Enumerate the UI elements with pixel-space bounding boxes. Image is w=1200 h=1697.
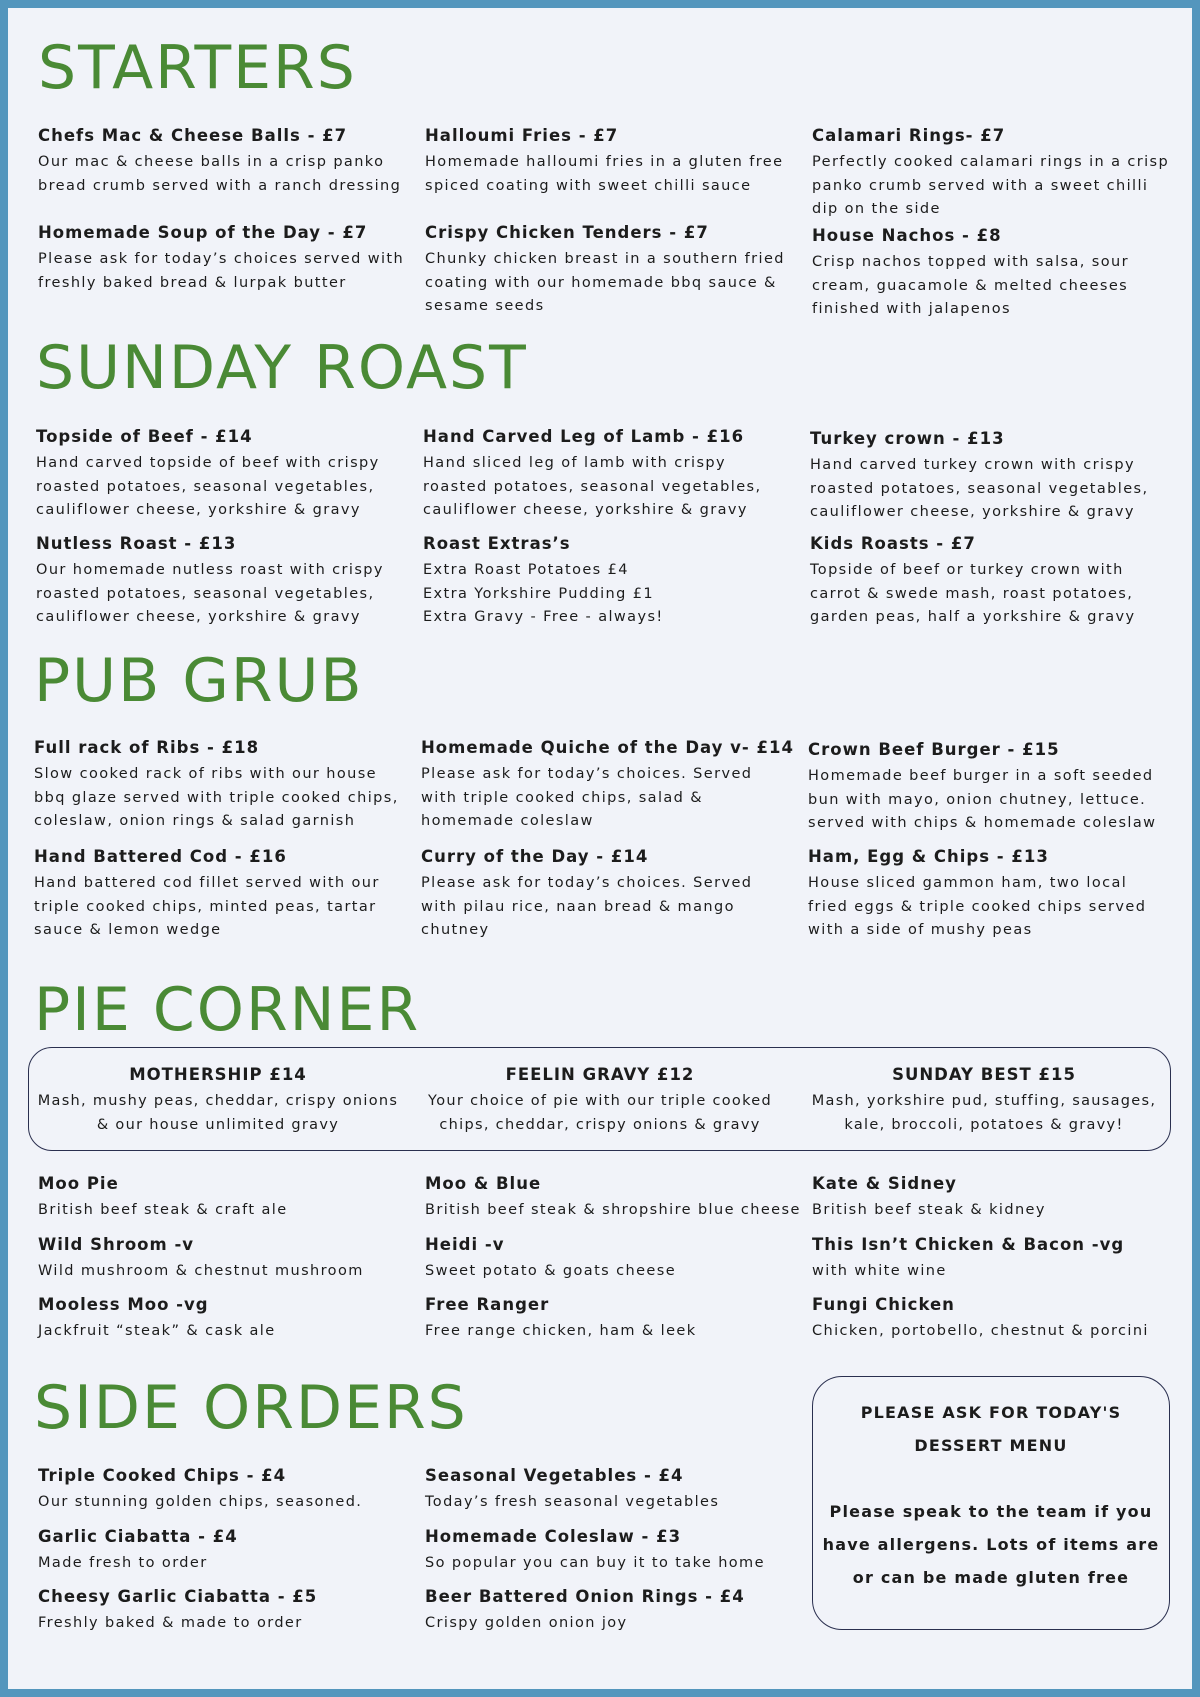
menu-item-description: [812, 151, 1177, 222]
description-line: bun with mayo, onion chutney, lettuce.: [808, 791, 1147, 808]
description-line: Hand sliced leg of lamb with crispy: [423, 455, 726, 471]
description-line: Please ask for today’s choices served with: [38, 251, 405, 267]
description-line: finished with jalapenos: [812, 301, 1011, 317]
pie-item: [38, 1234, 403, 1284]
menu-item-title: Hand Battered Cod - £16: [34, 847, 287, 866]
section-heading-pub-grub: PUB GRUB: [34, 646, 364, 716]
description-line: Crisp nachos topped with salsa, sour: [812, 254, 1129, 270]
menu-item-title: Crispy Chicken Tenders - £7: [425, 223, 709, 242]
menu-item: [810, 533, 1175, 630]
menu-item-description: [808, 872, 1173, 943]
pie-item: [38, 1173, 403, 1223]
side-item: [425, 1526, 790, 1576]
pie-item: [38, 1294, 403, 1344]
menu-item-description: [423, 559, 788, 630]
side-item-description: Freshly baked & made to order: [38, 1615, 303, 1631]
pie-item-description: Free range chicken, ham & leek: [425, 1323, 697, 1339]
side-item-title: Seasonal Vegetables - £4: [425, 1466, 684, 1485]
menu-item: [38, 125, 403, 198]
menu-item-title: Halloumi Fries - £7: [425, 126, 619, 145]
pie-deals-box: [28, 1047, 1171, 1151]
description-line: fried eggs & triple cooked chips served: [808, 898, 1147, 915]
pie-deal: [799, 1064, 1169, 1137]
pie-deal-title: MOTHERSHIP £14: [129, 1065, 307, 1084]
side-item-description: Today’s fresh seasonal vegetables: [425, 1494, 720, 1510]
pie-deal-line: Your choice of pie with our triple cooked: [428, 1093, 772, 1109]
side-item-description: Crispy golden onion joy: [425, 1615, 628, 1631]
pie-deal-title: SUNDAY BEST £15: [892, 1065, 1076, 1084]
description-line: Hand carved turkey crown with crispy: [810, 457, 1135, 473]
pie-deal-line: Mash, yorkshire pud, stuffing, sausages,: [811, 1093, 1157, 1109]
description-line: Extra Gravy - Free - always!: [423, 609, 664, 625]
pie-item-title: Moo & Blue: [425, 1174, 542, 1193]
pie-item: [425, 1234, 790, 1284]
description-line: Extra Yorkshire Pudding £1: [423, 585, 654, 602]
description-line: panko crumb served with a sweet chilli: [812, 177, 1149, 194]
menu-item: [808, 846, 1173, 943]
description-line: freshly baked bread & lurpak butter: [38, 274, 347, 291]
menu-item: [421, 846, 786, 943]
side-item-title: Homemade Coleslaw - £3: [425, 1527, 682, 1546]
menu-item-title: Nutless Roast - £13: [36, 534, 237, 553]
menu-item-title: House Nachos - £8: [812, 226, 1002, 245]
menu-item-title: Hand Carved Leg of Lamb - £16: [423, 427, 745, 446]
menu-item-title: Calamari Rings- £7: [812, 126, 1006, 145]
description-line: Hand battered cod fillet served with our: [34, 875, 380, 891]
description-line: with a side of mushy peas: [808, 922, 1033, 938]
description-line: with pilau rice, naan bread & mango: [421, 898, 735, 915]
description-line: sauce & lemon wedge: [34, 922, 222, 938]
section-heading-starters: STARTERS: [38, 33, 357, 103]
pie-item-description: Wild mushroom & chestnut mushroom: [38, 1263, 364, 1279]
menu-item: [34, 846, 399, 943]
description-line: served with chips & homemade coleslaw: [808, 815, 1157, 831]
menu-item: [425, 222, 790, 319]
description-line: cream, guacamole & melted cheeses: [812, 277, 1129, 294]
menu-item-description: [425, 151, 790, 198]
description-line: homemade coleslaw: [421, 813, 594, 829]
menu-item-title: Ham, Egg & Chips - £13: [808, 847, 1049, 866]
description-line: Our homemade nutless roast with crispy: [36, 562, 384, 578]
pie-deal: [33, 1064, 403, 1137]
pie-item-description: British beef steak & craft ale: [38, 1202, 288, 1218]
menu-item-description: [810, 559, 1175, 630]
pie-deal-line: chips, cheddar, crispy onions & gravy: [439, 1117, 761, 1133]
description-line: coating with our homemade bbq sauce &: [425, 274, 777, 291]
description-line: Topside of beef or turkey crown with: [810, 562, 1124, 578]
side-item: [425, 1465, 790, 1515]
description-line: cauliflower cheese, yorkshire & gravy: [423, 502, 748, 518]
menu-item-title: Kids Roasts - £7: [810, 534, 976, 553]
menu-item-title: Full rack of Ribs - £18: [34, 738, 260, 757]
pie-item-description: British beef steak & kidney: [812, 1202, 1046, 1218]
description-line: roasted potatoes, seasonal vegetables,: [36, 585, 375, 602]
side-item-description: So popular you can buy it to take home: [425, 1555, 765, 1571]
menu-item-title: Turkey crown - £13: [810, 429, 1005, 448]
side-item-title: Cheesy Garlic Ciabatta - £5: [38, 1587, 318, 1606]
description-line: bread crumb served with a ranch dressing: [38, 177, 402, 194]
allergen-notice-line: have allergens. Lots of items are: [822, 1535, 1160, 1554]
menu-item-description: [810, 454, 1175, 525]
allergen-notice-line: Please speak to the team if you: [829, 1502, 1153, 1521]
menu-item: [38, 222, 403, 295]
menu-item-description: [421, 872, 786, 943]
allergen-notice-line: or can be made gluten free: [852, 1568, 1130, 1587]
description-line: bbq glaze served with triple cooked chips,: [34, 789, 399, 806]
description-line: Slow cooked rack of ribs with our house: [34, 766, 377, 782]
pie-item: [812, 1234, 1177, 1284]
menu-item: [808, 739, 1173, 836]
menu-item-title: Crown Beef Burger - £15: [808, 740, 1060, 759]
menu-item-title: Homemade Quiche of the Day v- £14: [421, 738, 794, 757]
description-line: triple cooked chips, minted peas, tartar: [34, 898, 377, 915]
menu-item: [425, 125, 790, 198]
description-line: with triple cooked chips, salad &: [421, 789, 703, 806]
section-heading-pie-corner: PIE CORNER: [34, 975, 421, 1045]
description-line: dip on the side: [812, 201, 941, 217]
section-heading-sunday-roast: SUNDAY ROAST: [36, 333, 528, 403]
menu-item-title: Roast Extras’s: [423, 534, 571, 553]
side-item-title: Triple Cooked Chips - £4: [38, 1466, 287, 1485]
side-item: [38, 1465, 403, 1515]
menu-item-title: Homemade Soup of the Day - £7: [38, 223, 368, 242]
side-item-title: Beer Battered Onion Rings - £4: [425, 1587, 745, 1606]
description-line: Please ask for today’s choices. Served: [421, 766, 753, 782]
pie-item-title: Moo Pie: [38, 1174, 119, 1193]
menu-item-description: [36, 452, 401, 523]
menu-item: [812, 225, 1177, 322]
pie-deal-line: Mash, mushy peas, cheddar, crispy onions: [37, 1093, 399, 1109]
menu-item: [423, 426, 788, 523]
pie-deal: [415, 1064, 785, 1137]
description-line: Homemade beef burger in a soft seeded: [808, 768, 1154, 784]
description-line: roasted potatoes, seasonal vegetables,: [423, 478, 762, 495]
dessert-allergen-notice: [812, 1376, 1170, 1630]
pie-item-title: Mooless Moo -vg: [38, 1295, 209, 1314]
section-heading-side-orders: SIDE ORDERS: [34, 1373, 468, 1443]
pie-item-description: British beef steak & shropshire blue cheese: [425, 1202, 801, 1218]
description-line: House sliced gammon ham, two local: [808, 875, 1128, 891]
menu-item-description: [808, 765, 1173, 836]
description-line: Homemade halloumi fries in a gluten free: [425, 154, 784, 170]
menu-item-title: Topside of Beef - £14: [36, 427, 253, 446]
menu-item: [36, 533, 401, 630]
side-item-title: Garlic Ciabatta - £4: [38, 1527, 238, 1546]
description-line: coleslaw, onion rings & salad garnish: [34, 813, 356, 829]
pie-item-description: with white wine: [812, 1263, 947, 1279]
description-line: Hand carved topside of beef with crispy: [36, 455, 380, 471]
pie-item-title: This Isn’t Chicken & Bacon -vg: [812, 1235, 1125, 1254]
menu-item-description: [812, 251, 1177, 322]
pie-item: [425, 1294, 790, 1344]
description-line: cauliflower cheese, yorkshire & gravy: [810, 504, 1135, 520]
dessert-notice-line: PLEASE ASK FOR TODAY'S: [860, 1403, 1122, 1422]
pie-item-title: Heidi -v: [425, 1235, 505, 1254]
menu-item-description: [34, 872, 399, 943]
menu-item: [812, 125, 1177, 222]
pie-deal-line: kale, broccoli, potatoes & gravy!: [844, 1117, 1124, 1133]
pie-item-description: Chicken, portobello, chestnut & porcini: [812, 1323, 1149, 1339]
description-line: Our mac & cheese balls in a crisp panko: [38, 154, 385, 170]
menu-item-title: Curry of the Day - £14: [421, 847, 649, 866]
side-item-description: Our stunning golden chips, seasoned.: [38, 1494, 363, 1510]
pie-item-description: Sweet potato & goats cheese: [425, 1263, 677, 1279]
description-line: cauliflower cheese, yorkshire & gravy: [36, 502, 361, 518]
description-line: roasted potatoes, seasonal vegetables,: [810, 480, 1149, 497]
pie-item: [812, 1294, 1177, 1344]
menu-item-description: [38, 248, 403, 295]
side-item: [425, 1586, 790, 1636]
description-line: Extra Roast Potatoes £4: [423, 562, 629, 578]
menu-item-description: [421, 763, 786, 834]
side-item-description: Made fresh to order: [38, 1555, 208, 1571]
pie-item-title: Fungi Chicken: [812, 1295, 955, 1314]
side-item: [38, 1586, 403, 1636]
description-line: chutney: [421, 922, 490, 938]
description-line: Please ask for today’s choices. Served: [421, 875, 753, 891]
pie-item: [425, 1173, 801, 1223]
description-line: sesame seeds: [425, 298, 545, 314]
menu-item: [423, 533, 788, 630]
menu-item-title: Chefs Mac & Cheese Balls - £7: [38, 126, 348, 145]
description-line: garden peas, half a yorkshire & gravy: [810, 609, 1136, 625]
menu-item-description: [38, 151, 403, 198]
menu-page: [8, 8, 1192, 1689]
dessert-notice-line: DESSERT MENU: [914, 1436, 1068, 1455]
description-line: Perfectly cooked calamari rings in a crisp: [812, 154, 1170, 170]
menu-item: [421, 737, 794, 834]
pie-item: [812, 1173, 1177, 1223]
description-line: roasted potatoes, seasonal vegetables,: [36, 478, 375, 495]
pie-item-title: Kate & Sidney: [812, 1174, 957, 1193]
pie-item-title: Free Ranger: [425, 1295, 550, 1314]
side-item: [38, 1526, 403, 1576]
menu-item-description: [34, 763, 399, 834]
pie-deal-title: FEELIN GRAVY £12: [505, 1065, 695, 1084]
menu-item: [34, 737, 399, 834]
menu-item: [810, 428, 1175, 525]
pie-item-title: Wild Shroom -v: [38, 1235, 195, 1254]
pie-deal-line: & our house unlimited gravy: [96, 1117, 340, 1133]
pie-item-description: Jackfruit “steak” & cask ale: [38, 1323, 276, 1339]
description-line: cauliflower cheese, yorkshire & gravy: [36, 609, 361, 625]
menu-item: [36, 426, 401, 523]
menu-item-description: [425, 248, 790, 319]
description-line: spiced coating with sweet chilli sauce: [425, 177, 752, 194]
menu-item-description: [36, 559, 401, 630]
description-line: Chunky chicken breast in a southern fried: [425, 251, 785, 267]
description-line: carrot & swede mash, roast potatoes,: [810, 585, 1134, 602]
menu-item-description: [423, 452, 788, 523]
